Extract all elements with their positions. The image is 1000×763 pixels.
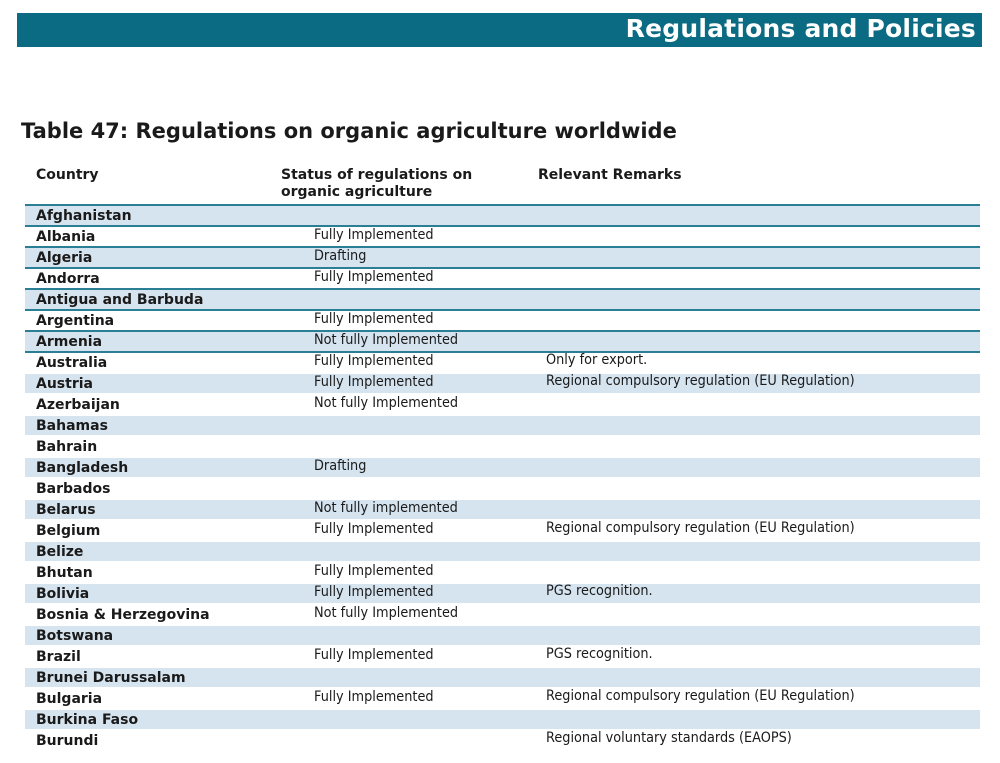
country-cell: Bulgaria [36, 691, 103, 707]
status-cell: Not fully Implemented [314, 395, 459, 411]
table-row [25, 395, 980, 416]
table-row [25, 584, 980, 605]
status-cell: Drafting [314, 248, 367, 264]
status-cell: Fully Implemented [314, 374, 434, 390]
country-cell: Bangladesh [36, 460, 129, 476]
table-row [25, 542, 980, 563]
section-title: Regulations and Policies [625, 14, 976, 43]
table-row [25, 227, 980, 248]
country-cell: Argentina [36, 313, 115, 329]
status-cell: Not fully implemented [314, 500, 458, 516]
country-cell: Burundi [36, 733, 99, 749]
table-row [25, 731, 980, 752]
table-row [25, 248, 980, 269]
table-row [25, 416, 980, 437]
table-row [25, 626, 980, 647]
remarks-cell: PGS recognition. [546, 646, 653, 662]
table-row [25, 605, 980, 626]
country-cell: Bahrain [36, 439, 98, 455]
table-row [25, 458, 980, 479]
country-cell: Brunei Darussalam [36, 670, 186, 686]
status-cell: Fully Implemented [314, 563, 434, 579]
country-cell: Brazil [36, 649, 81, 665]
status-cell: Fully Implemented [314, 584, 434, 600]
status-cell: Fully Implemented [314, 353, 434, 369]
remarks-cell: Regional compulsory regulation (EU Regulation) [546, 373, 855, 389]
country-cell: Albania [36, 229, 96, 245]
country-cell: Azerbaijan [36, 397, 120, 413]
country-cell: Bhutan [36, 565, 93, 581]
table-row [25, 647, 980, 668]
table-row [25, 563, 980, 584]
table-row [25, 311, 980, 332]
country-cell: Belarus [36, 502, 96, 518]
country-cell: Andorra [36, 271, 100, 287]
country-cell: Belgium [36, 523, 101, 539]
status-cell: Drafting [314, 458, 367, 474]
country-cell: Barbados [36, 481, 111, 497]
status-cell: Not fully Implemented [314, 605, 459, 621]
table-row [25, 374, 980, 395]
status-cell: Fully Implemented [314, 311, 434, 327]
column-header-remarks: Relevant Remarks [538, 167, 682, 183]
remarks-cell: Regional compulsory regulation (EU Regulation) [546, 688, 855, 704]
country-cell: Belize [36, 544, 84, 560]
table-row [25, 668, 980, 689]
country-cell: Austria [36, 376, 93, 392]
table-row [25, 437, 980, 458]
column-header-country: Country [36, 167, 99, 183]
table-title: Table 47: Regulations on organic agriculture worldwide [21, 119, 677, 143]
country-cell: Afghanistan [36, 208, 132, 224]
country-cell: Bolivia [36, 586, 90, 602]
status-cell: Fully Implemented [314, 227, 434, 243]
table-row [25, 710, 980, 731]
table-row [25, 290, 980, 311]
table-row [25, 353, 980, 374]
column-header-status: Status of regulations on organic agriculture [281, 167, 473, 200]
table-row [25, 206, 980, 227]
country-cell: Algeria [36, 250, 93, 266]
table-row [25, 332, 980, 353]
status-cell: Not fully Implemented [314, 332, 459, 348]
status-cell: Fully Implemented [314, 521, 434, 537]
remarks-cell: PGS recognition. [546, 583, 653, 599]
country-cell: Antigua and Barbuda [36, 292, 204, 308]
remarks-cell: Only for export. [546, 352, 648, 368]
table-row [25, 479, 980, 500]
status-cell: Fully Implemented [314, 689, 434, 705]
section-header-bar [17, 13, 982, 47]
table-row [25, 269, 980, 290]
remarks-cell: Regional voluntary standards (EAOPS) [546, 730, 792, 746]
status-cell: Fully Implemented [314, 647, 434, 663]
country-cell: Botswana [36, 628, 114, 644]
country-cell: Burkina Faso [36, 712, 139, 728]
country-cell: Bahamas [36, 418, 108, 434]
country-cell: Armenia [36, 334, 103, 350]
country-cell: Bosnia & Herzegovina [36, 607, 210, 623]
table-body [25, 206, 980, 752]
remarks-cell: Regional compulsory regulation (EU Regulation) [546, 520, 855, 536]
status-cell: Fully Implemented [314, 269, 434, 285]
table-row [25, 689, 980, 710]
table-row [25, 500, 980, 521]
country-cell: Australia [36, 355, 108, 371]
table-row [25, 521, 980, 542]
